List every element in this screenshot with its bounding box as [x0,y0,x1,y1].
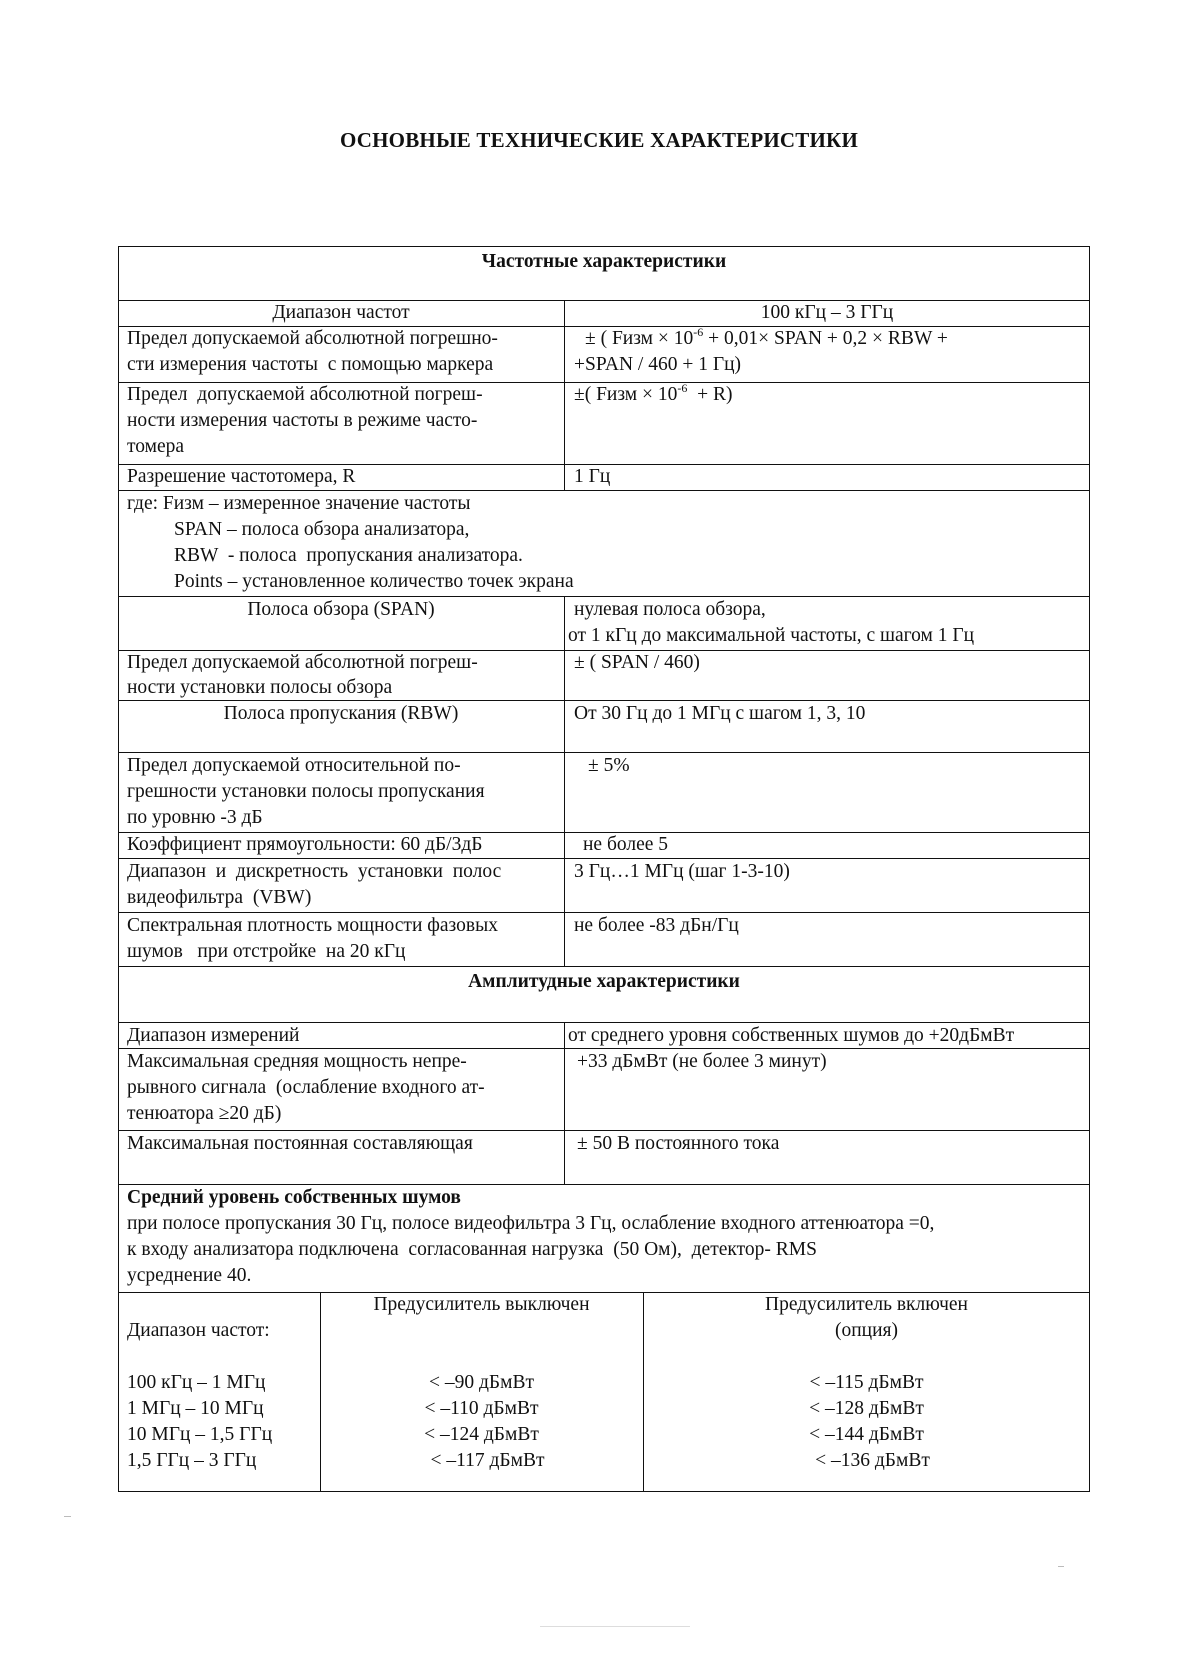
phase-noise-value: не более -83 дБн/Гц [574,915,739,936]
noise-condition-line: усреднение 40. [127,1265,252,1286]
noise-on-cell: < –128 дБмВт [809,1398,924,1419]
column-divider [564,596,565,966]
column-divider [564,464,565,490]
col-header-preamp-off: Предусилитель выключен [373,1294,590,1315]
noise-condition-line: при полосе пропускания 30 Гц, полосе видеофильтра 3 Гц, ослабление входного аттенюатора =0, [127,1213,935,1234]
shape-factor-value: не более 5 [583,834,669,855]
note-line: SPAN – полоса обзора анализатора, [174,519,470,540]
note-line: Points – установленное количество точек экрана [174,571,574,592]
section-header-amplitude: Амплитудные характеристики [468,971,740,992]
span-value-line: от 1 кГц до максимальной частоты, с шагом 1 Гц [568,625,975,646]
note-line: где: Fизм – измеренное значение частоты [127,493,471,514]
marker-value-formula: ± ( Fизм × $10^{-6} + 0,01\times$ SPAN + 0,2 × RBW + [585,325,948,349]
counter-label-line: томера [127,436,185,457]
page-title: ОСНОВНЫЕ ТЕХНИЧЕСКИЕ ХАРАКТЕРИСТИКИ [339,128,858,152]
max-power-label-line: тенюатора ≥20 дБ) [127,1103,282,1124]
max-power-label-line: Максимальная средняя мощность непре- [127,1051,467,1072]
resolution-label: Разрешение частотомера, R [127,466,356,487]
marker-value-line: +SPAN / 460 + 1 Гц) [574,354,742,375]
rbw-label: Полоса пропускания (RBW) [223,703,459,724]
rbw-error-value: ± 5% [588,755,630,776]
resolution-value: 1 Гц [574,466,611,487]
rbw-value: От 30 Гц до 1 МГц с шагом 1, 3, 10 [574,703,866,724]
noise-range-cell: 1,5 ГГц – 3 ГГц [127,1450,257,1471]
meas-range-value: от среднего уровня собственных шумов до +20дБмВт [568,1025,1015,1046]
marker-label-line: сти измерения частоты с помощью маркера [127,354,494,375]
span-error-label-line: Предел допускаемой абсолютной погреш- [127,652,478,673]
span-label: Полоса обзора (SPAN) [247,599,435,620]
max-power-label-line: рывного сигнала (ослабление входного ат- [127,1077,485,1098]
scan-speck [1058,1566,1064,1567]
noise-on-cell: < –144 дБмВт [809,1424,924,1445]
span-error-label-line: ности установки полосы обзора [127,677,393,698]
noise-off-cell: < –90 дБмВт [429,1372,534,1393]
vbw-value: 3 Гц…1 МГц (шаг 1-3-10) [574,861,790,882]
noise-range-cell: 100 кГц – 1 МГц [127,1372,266,1393]
shape-factor-label: Коэффициент прямоугольности: 60 дБ/3дБ [127,834,483,855]
counter-label-line: Предел допускаемой абсолютной погреш- [127,384,483,405]
note-line: RBW - полоса пропускания анализатора. [174,545,523,566]
noise-title: Средний уровень собственных шумов [127,1187,461,1208]
column-divider [564,1022,565,1184]
vbw-label-line: видеофильтра (VBW) [127,887,312,908]
col-header-preamp-on: Предусилитель включен [765,1294,968,1315]
noise-range-cell: 1 МГц – 10 МГц [127,1398,264,1419]
noise-off-cell: < –117 дБмВт [430,1450,545,1471]
span-value-line: нулевая полоса обзора, [574,599,766,620]
vbw-label-line: Диапазон и дискретность установки полос [127,861,502,882]
span-error-value: ± ( SPAN / 460) [574,652,700,673]
range-value: 100 кГц – 3 ГГц [760,302,894,323]
rbw-error-label-line: грешности установки полосы пропускания [127,781,485,802]
dc-value: ± 50 В постоянного тока [577,1133,780,1154]
phase-noise-label-line: шумов при отстройке на 20 кГц [127,941,406,962]
col-header-preamp-on-note: (опция) [834,1320,898,1341]
noise-on-cell: < –136 дБмВт [815,1450,930,1471]
marker-label-line: Предел допускаемой абсолютной погрешно- [127,328,498,349]
noise-range-cell: 10 МГц – 1,5 ГГц [127,1424,273,1445]
rbw-error-label-line: по уровню -3 дБ [127,807,263,828]
dc-label: Максимальная постоянная составляющая [127,1133,473,1154]
max-power-value: +33 дБмВт (не более 3 минут) [577,1051,827,1072]
noise-condition-line: к входу анализатора подключена согласованная нагрузка (50 Ом), детектор- RMS [127,1239,817,1260]
rbw-error-label-line: Предел допускаемой относительной по- [127,755,461,776]
scan-speck [64,1516,71,1517]
counter-label-line: ности измерения частоты в режиме часто- [127,410,478,431]
counter-value-formula: ±( Fизм × $10^{-6} + R$) [574,381,733,405]
col-header-range: Диапазон частот: [127,1320,270,1341]
noise-off-cell: < –124 дБмВт [424,1424,539,1445]
phase-noise-label-line: Спектральная плотность мощности фазовых [127,915,498,936]
noise-off-cell: < –110 дБмВт [424,1398,539,1419]
table-rule [118,966,1090,967]
meas-range-label: Диапазон измерений [127,1025,300,1046]
range-label: Диапазон частот [272,302,410,323]
noise-on-cell: < –115 дБмВт [809,1372,924,1393]
scan-speck [540,1626,690,1627]
section-header-frequency: Частотные характеристики [481,251,727,272]
